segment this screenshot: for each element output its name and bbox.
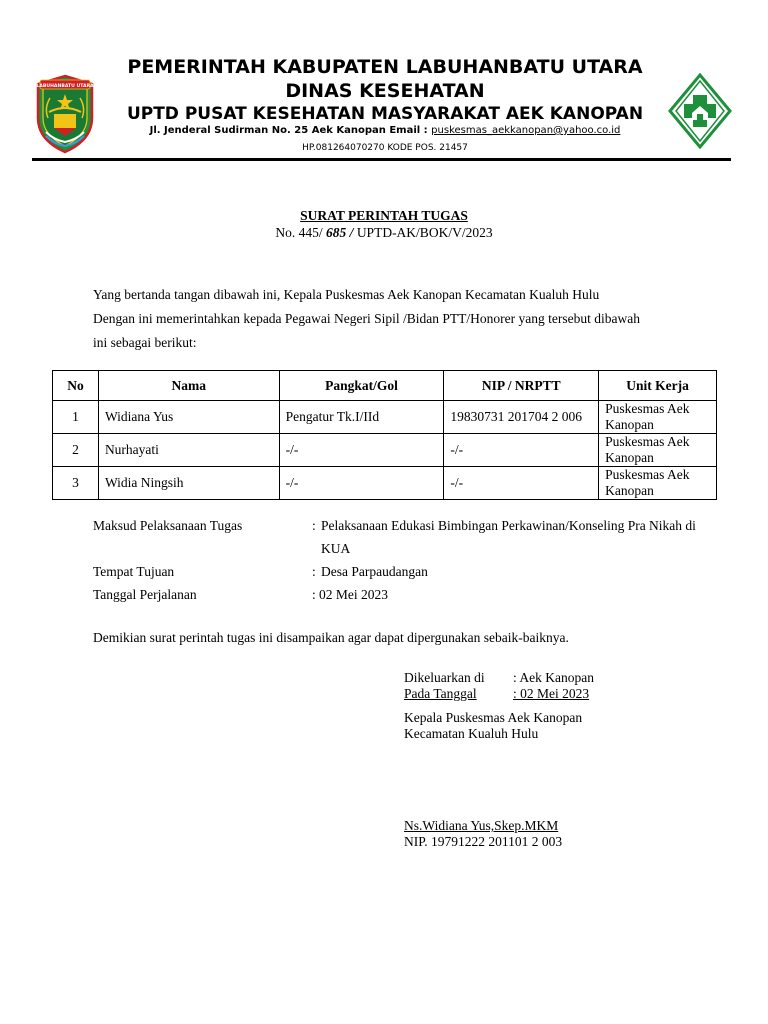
address-text: Jl. Jenderal Sudirman No. 25 Aek Kanopan Email : (149, 125, 432, 136)
maksud-label: Maksud Pelaksanaan Tugas (93, 518, 243, 533)
cell-pangkat: -/- (279, 467, 444, 500)
tanggal-colon: : (312, 587, 316, 602)
col-header-pangkat: Pangkat/Gol (279, 371, 444, 401)
table-row (53, 401, 717, 434)
tanggal-value: 02 Mei 2023 (319, 587, 388, 602)
intro-line-2: Dengan ini memerintahkan kepada Pegawai Negeri Sipil /Bidan PTT/Honorer yang tersebut dibawah (93, 311, 640, 326)
letterhead-institution: UPTD PUSAT KESEHATAN MASYARAKAT AEK KANOPAN (126, 104, 644, 124)
cell-nip: 19830731 201704 2 006 (444, 401, 599, 434)
number-suffix: UPTD-AK/BOK/V/2023 (353, 225, 493, 240)
tanggal-label: Tanggal Perjalanan (93, 587, 197, 602)
labuhanbatu-utara-emblem-icon (34, 74, 96, 154)
cell-nama: Widiana Yus (98, 401, 279, 434)
table-header-row (53, 371, 717, 401)
detail-maksud (93, 514, 713, 562)
cell-nip: -/- (444, 434, 599, 467)
cell-pangkat: Pengatur Tk.I/IId (279, 401, 444, 434)
cell-unit: Puskesmas Aek Kanopan (599, 434, 717, 467)
table-row (53, 434, 717, 467)
document-number (0, 225, 768, 241)
puskesmas-logo-icon (668, 73, 732, 149)
email-link[interactable]: puskesmas_aekkanopan@yahoo.co.id (431, 125, 621, 136)
issued-value: : Aek Kanopan (513, 670, 594, 685)
issued-date-row (404, 686, 593, 702)
maksud-value: Pelaksanaan Edukasi Bimbingan Perkawinan/Konseling Pra Nikah di KUA (321, 518, 696, 556)
table-row (53, 467, 717, 500)
emblem-banner-text: LABUHANBATU UTARA (36, 84, 94, 89)
document-title: SURAT PERINTAH TUGAS (300, 208, 468, 223)
cell-no: 3 (53, 467, 99, 500)
cell-nama: Widia Ningsih (98, 467, 279, 500)
col-header-nip: NIP / NRPTT (444, 371, 599, 401)
cell-unit: Puskesmas Aek Kanopan (599, 467, 717, 500)
date-label: Pada Tanggal (404, 686, 477, 701)
col-header-unit: Unit Kerja (599, 371, 717, 401)
number-prefix: No. 445/ (275, 225, 327, 240)
signatory-nip: NIP. 19791222 201101 2 003 (404, 834, 563, 849)
cell-unit: Puskesmas Aek Kanopan (599, 401, 717, 434)
letterhead-department: DINAS KESEHATAN (285, 80, 485, 102)
detail-tempat (93, 560, 713, 583)
intro-paragraph (93, 283, 693, 354)
number-value: 685 / (326, 225, 354, 240)
letterhead-address (100, 125, 670, 136)
letterhead-divider (32, 158, 731, 161)
closing-statement: Demikian surat perintah tugas ini disampaikan agar dapat dipergunakan sebaik-baiknya. (93, 630, 569, 645)
col-header-no: No (53, 371, 99, 401)
cell-nama: Nurhayati (98, 434, 279, 467)
col-header-nama: Nama (98, 371, 279, 401)
cell-no: 2 (53, 434, 99, 467)
issued-label: Dikeluarkan di (404, 670, 485, 685)
signature-block (404, 670, 654, 850)
date-value: : 02 Mei 2023 (513, 686, 590, 701)
maksud-colon: : (312, 518, 316, 533)
position-line-2: Kecamatan Kualuh Hulu (404, 726, 539, 741)
tempat-label: Tempat Tujuan (93, 564, 175, 579)
cell-nip: -/- (444, 467, 599, 500)
tempat-colon: : (312, 564, 316, 579)
intro-line-3: ini sebagai berikut: (93, 335, 197, 350)
intro-line-1: Yang bertanda tangan dibawah ini, Kepala Puskesmas Aek Kanopan Kecamatan Kualuh Hulu (93, 287, 600, 302)
detail-tanggal (93, 583, 713, 606)
tempat-value: Desa Parpaudangan (321, 564, 428, 579)
letterhead-phone: HP.081264070270 KODE POS. 21457 (302, 143, 468, 153)
letterhead-government: PEMERINTAH KABUPATEN LABUHANBATU UTARA (127, 56, 643, 78)
position-line-1: Kepala Puskesmas Aek Kanopan (404, 710, 583, 725)
cell-pangkat: -/- (279, 434, 444, 467)
issued-place-row (404, 670, 654, 686)
cell-no: 1 (53, 401, 99, 434)
staff-table (52, 370, 717, 500)
signatory-name: Ns.Widiana Yus,Skep.MKM (404, 818, 559, 833)
